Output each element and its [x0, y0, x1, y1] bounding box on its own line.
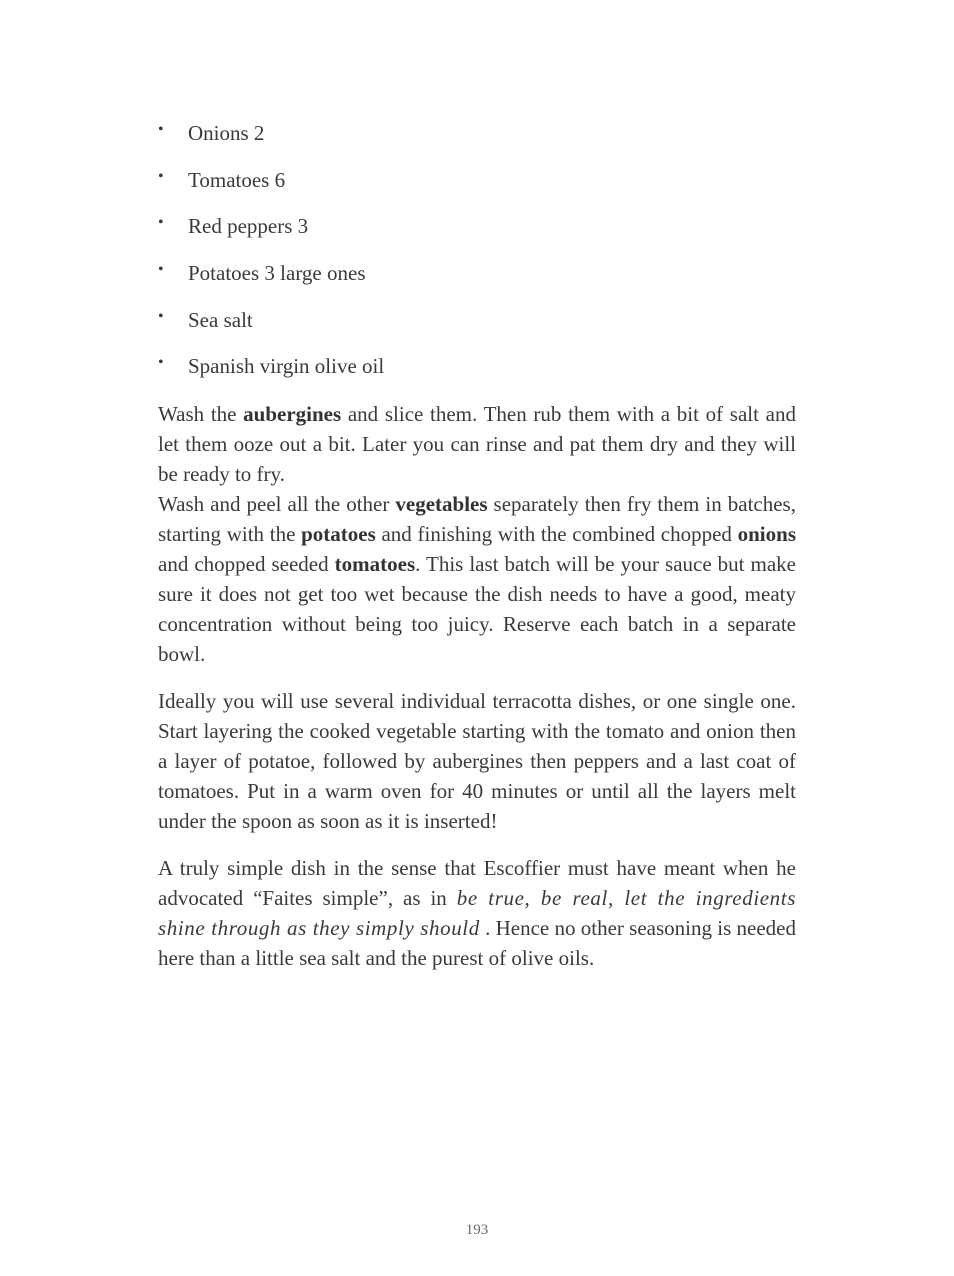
text-run: . Hence no other seasoning is needed here than a little sea salt and the purest of olive oils. — [158, 916, 796, 970]
text-run: Wash and peel all the other — [158, 492, 396, 516]
bold-term: tomatoes — [334, 552, 416, 576]
ingredient-text: Sea salt — [188, 307, 253, 332]
text-run: A truly simple dish in the sense that Escoffier must have meant when he advocated “Faites simple”, as in — [158, 856, 796, 910]
list-item — [158, 118, 798, 148]
italic-quote: be true, be real, let the ingredients shine through as they simply should — [158, 886, 796, 940]
paragraph-layering: Ideally you will use several individual terracotta dishes, or one single one. Start layering the cooked vegetable starting with the tomato and onion then a layer of potatoe, followed by aubergines then peppers and a last coat of tomatoes. Put in a warm oven for 40 minutes or until all the layers melt under the spoon as soon as it is inserted! — [158, 689, 796, 833]
bold-term: aubergines — [243, 402, 342, 426]
list-item — [158, 258, 798, 288]
list-item — [158, 305, 798, 335]
ingredient-text: Red peppers 3 — [188, 214, 309, 239]
list-item — [158, 211, 798, 241]
recipe-method — [158, 399, 796, 973]
text-run: and chopped seeded — [158, 552, 335, 576]
bold-term: potatoes — [301, 522, 376, 546]
text-run: and finishing with the combined chopped — [375, 522, 738, 546]
ingredient-text: Tomatoes 6 — [188, 167, 286, 192]
bullet-icon: • — [158, 121, 164, 138]
ingredient-list — [158, 118, 798, 398]
list-item — [158, 165, 798, 195]
bold-term: onions — [737, 522, 796, 546]
ingredient-text: Onions 2 — [188, 121, 265, 145]
bullet-icon: • — [158, 214, 164, 232]
bullet-icon: • — [158, 167, 164, 185]
bullet-icon: • — [158, 354, 164, 372]
ingredient-text: Potatoes 3 large ones — [188, 261, 366, 286]
paragraph-simple-dish — [158, 853, 796, 973]
paragraph-wash-aubergines — [158, 399, 796, 489]
text-run: and slice them. Then rub them with a bit of salt and let them ooze out a bit. Later you can rinse and pat them dry and they will be ready to fry. — [158, 402, 796, 486]
bold-term: vegetables — [395, 492, 488, 516]
bullet-icon: • — [158, 307, 164, 325]
list-item — [158, 351, 798, 381]
text-run: Wash the — [158, 402, 244, 426]
paragraph-fry-vegetables — [158, 489, 796, 669]
text-run: . This last batch will be your sauce but make sure it does not get too wet because the dish needs to have a good, meaty concentration without being too juicy. Reserve each batch in a separate bowl. — [158, 552, 796, 666]
ingredient-text: Spanish virgin olive oil — [188, 354, 385, 379]
text-run: separately then fry them in batches, starting with the — [158, 492, 796, 546]
bullet-icon: • — [158, 261, 164, 279]
page-number: 193 — [465, 1222, 489, 1238]
